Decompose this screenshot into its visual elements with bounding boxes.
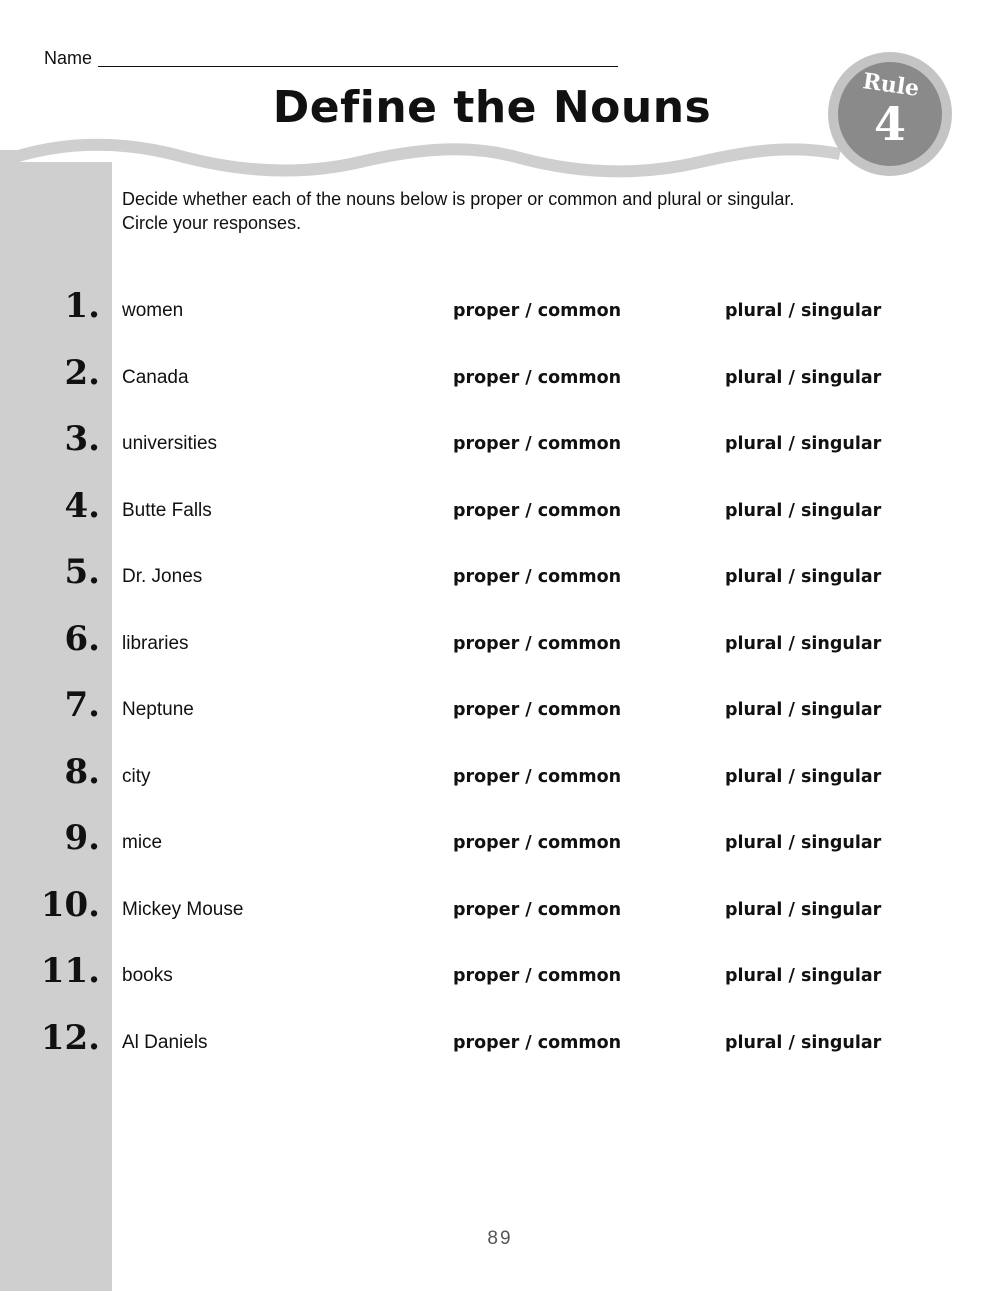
plural-singular-choice[interactable]: plural / singular [725, 367, 882, 388]
item-noun: Canada [122, 366, 189, 388]
plural-singular-choice[interactable]: plural / singular [725, 700, 882, 720]
proper-common-choice[interactable]: proper / common [453, 633, 622, 654]
plural-singular-choice[interactable]: plural / singular [725, 567, 882, 587]
list-item [0, 482, 1000, 549]
list-item [0, 415, 1000, 482]
list-item [0, 748, 1000, 815]
item-number: 11. [40, 951, 100, 991]
list-item [0, 548, 1000, 615]
list-item [0, 615, 1000, 682]
plural-singular-choice[interactable]: plural / singular [725, 434, 882, 454]
item-number: 8. [64, 751, 100, 792]
item-number: 12. [40, 1017, 100, 1058]
badge-word: Rule [861, 68, 921, 102]
plural-singular-choice[interactable]: plural / singular [725, 766, 882, 787]
item-noun: women [122, 300, 184, 321]
item-noun: Dr. Jones [122, 566, 203, 587]
item-number: 4. [64, 485, 100, 526]
proper-common-choice[interactable]: proper / common [453, 567, 622, 587]
proper-common-choice[interactable]: proper / common [453, 500, 622, 521]
item-noun: Al Daniels [122, 1031, 208, 1053]
proper-common-choice[interactable]: proper / common [453, 899, 622, 920]
item-number: 1. [64, 286, 100, 326]
proper-common-choice[interactable]: proper / common [453, 700, 622, 720]
item-number: 10. [40, 884, 100, 925]
plural-singular-choice[interactable]: plural / singular [725, 301, 882, 321]
item-number: 7. [64, 685, 100, 725]
item-noun: Neptune [122, 699, 194, 720]
item-number: 5. [64, 552, 100, 592]
item-number: 6. [64, 618, 100, 659]
proper-common-choice[interactable]: proper / common [453, 833, 622, 853]
plural-singular-choice[interactable]: plural / singular [725, 1032, 882, 1053]
rule-badge [826, 50, 954, 178]
name-line[interactable] [98, 66, 618, 67]
proper-common-choice[interactable]: proper / common [453, 1032, 622, 1053]
instructions [122, 187, 882, 235]
instructions-line-1: Decide whether each of the nouns below is proper or common and plural or singular. [122, 189, 795, 209]
item-number: 3. [64, 419, 100, 459]
plural-singular-choice[interactable]: plural / singular [725, 633, 882, 654]
proper-common-choice[interactable]: proper / common [453, 434, 622, 454]
list-item [0, 947, 1000, 1014]
item-noun: libraries [122, 632, 189, 654]
list-item [0, 681, 1000, 748]
name-label: Name [44, 48, 93, 68]
name-field [44, 48, 618, 69]
proper-common-choice[interactable]: proper / common [453, 966, 622, 986]
item-noun: mice [122, 832, 163, 853]
list-item [0, 349, 1000, 416]
item-number: 2. [64, 352, 100, 393]
proper-common-choice[interactable]: proper / common [453, 367, 622, 388]
list-item [0, 282, 1000, 349]
plural-singular-choice[interactable]: plural / singular [725, 500, 882, 521]
item-noun: universities [122, 433, 218, 454]
page-title: Define the Nouns [272, 82, 712, 133]
proper-common-choice[interactable]: proper / common [453, 301, 622, 321]
item-number: 9. [64, 818, 100, 858]
badge-number: 4 [873, 97, 907, 151]
item-noun: Mickey Mouse [122, 898, 244, 920]
list-item [0, 1014, 1000, 1081]
item-noun: Butte Falls [122, 499, 212, 521]
list-item [0, 814, 1000, 881]
instructions-line-2: Circle your responses. [122, 213, 302, 233]
item-noun: city [122, 765, 151, 787]
proper-common-choice[interactable]: proper / common [453, 766, 622, 787]
page-number: 89 [487, 1228, 513, 1249]
plural-singular-choice[interactable]: plural / singular [725, 966, 882, 986]
plural-singular-choice[interactable]: plural / singular [725, 833, 882, 853]
item-noun: books [122, 965, 173, 986]
noun-list [0, 282, 1000, 1080]
list-item [0, 881, 1000, 948]
plural-singular-choice[interactable]: plural / singular [725, 899, 882, 920]
